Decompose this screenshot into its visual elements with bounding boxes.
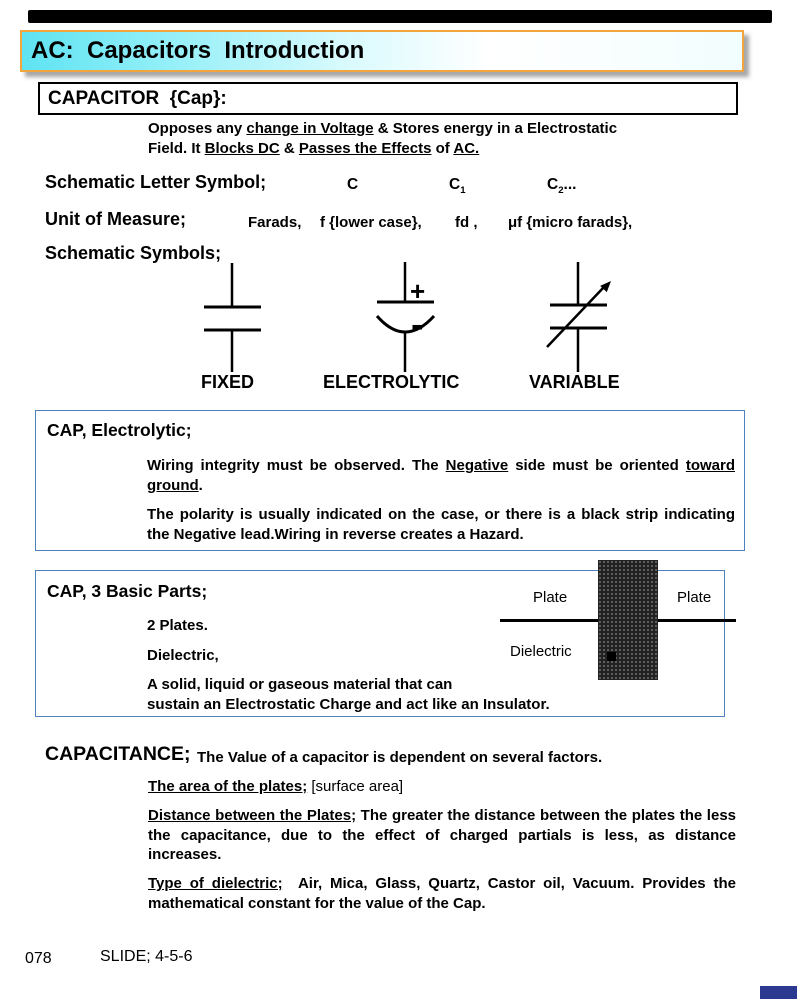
bottom-corner-strip [760,986,797,999]
distance-paragraph: Distance between the Plates; The greater the distance between the plates the less the capacitance, due to the effect of charged partials is less, as distance increases. [148,807,736,863]
parts-box-title: CAP, 3 Basic Parts; [47,581,208,601]
fixed-capacitor-symbol [204,263,261,372]
electrolytic-curved-plate [377,316,434,332]
title-banner [20,30,744,72]
parts-item-dielectric: Dielectric, [147,647,219,664]
parts-item-plates: 2 Plates. [147,617,208,634]
intro-paragraph: Opposes any change in Voltage & Stores energy in a Electrostatic Field. It Blocks DC & Passes the Effects of AC. [148,120,618,157]
right-plate-line [658,619,736,622]
slide-reference: SLIDE; 4-5-6 [100,948,193,965]
capacitor-symbols-diagram [0,256,800,378]
area-of-plates-line: The area of the plates; [surface area] [148,778,404,795]
caption-variable: VARIABLE [529,372,620,392]
plus-sign: + [410,276,426,306]
letter-symbol-c2: $C_2$... [547,176,577,197]
electrolytic-box-title: CAP, Electrolytic; [47,420,192,440]
unit-item-fd: fd , [455,214,478,231]
caption-fixed: FIXED [201,372,255,392]
capacitor-heading: CAPACITOR {Cap}: [48,87,227,109]
dielectric-type-paragraph: Type of dielectric; Air, Mica, Glass, Quartz, Castor oil, Vacuum. Provides the mathematical constant for the value of the Cap. [148,875,736,912]
letter-symbol-c1: $C_1$ [449,176,466,197]
dielectric-block [598,560,658,680]
page-title: AC: Capacitors Introduction [31,37,365,64]
top-divider-bar [28,10,772,23]
caption-electrolytic: ELECTROLYTIC [323,372,460,392]
dielectric-label: Dielectric [510,643,572,660]
unit-item-microfarads: μf {micro farads}, [508,214,633,231]
page-number: 078 [25,950,52,967]
letter-symbol-c: C [347,176,359,193]
parts-description: A solid, liquid or gaseous material that can sustain an Electrostatic Charge and act like an Insulator. [147,676,550,713]
dielectric-pointer-dot [607,652,616,661]
electrolytic-paragraph-1: Wiring integrity must be observed. The Negative side must be oriented toward ground. [147,457,735,494]
capacitor-heading-box [38,82,738,115]
letter-symbol-label: Schematic Letter Symbol; [45,172,267,192]
unit-item-farads: Farads, [248,214,302,231]
electrolytic-capacitor-symbol [377,262,434,372]
unit-item-f-lowercase: f {lower case}, [320,214,422,231]
capacitance-heading: CAPACITANCE; [45,743,191,765]
plate-label-right: Plate [677,589,712,606]
minus-sign: - [411,304,424,346]
electrolytic-paragraph-2: The polarity is usually indicated on the case, or there is a black strip indicating the Negative lead.Wiring in reverse creates a Hazard. [147,506,735,543]
variable-arrow-shaft [547,287,604,347]
plate-label-left: Plate [533,589,568,606]
left-plate-line [500,619,598,622]
capacitance-subheading: The Value of a capacitor is dependent on several factors. [197,749,603,766]
unit-label: Unit of Measure; [45,209,187,229]
variable-capacitor-symbol [547,262,611,372]
schematic-symbols-label: Schematic Symbols; [45,243,222,263]
